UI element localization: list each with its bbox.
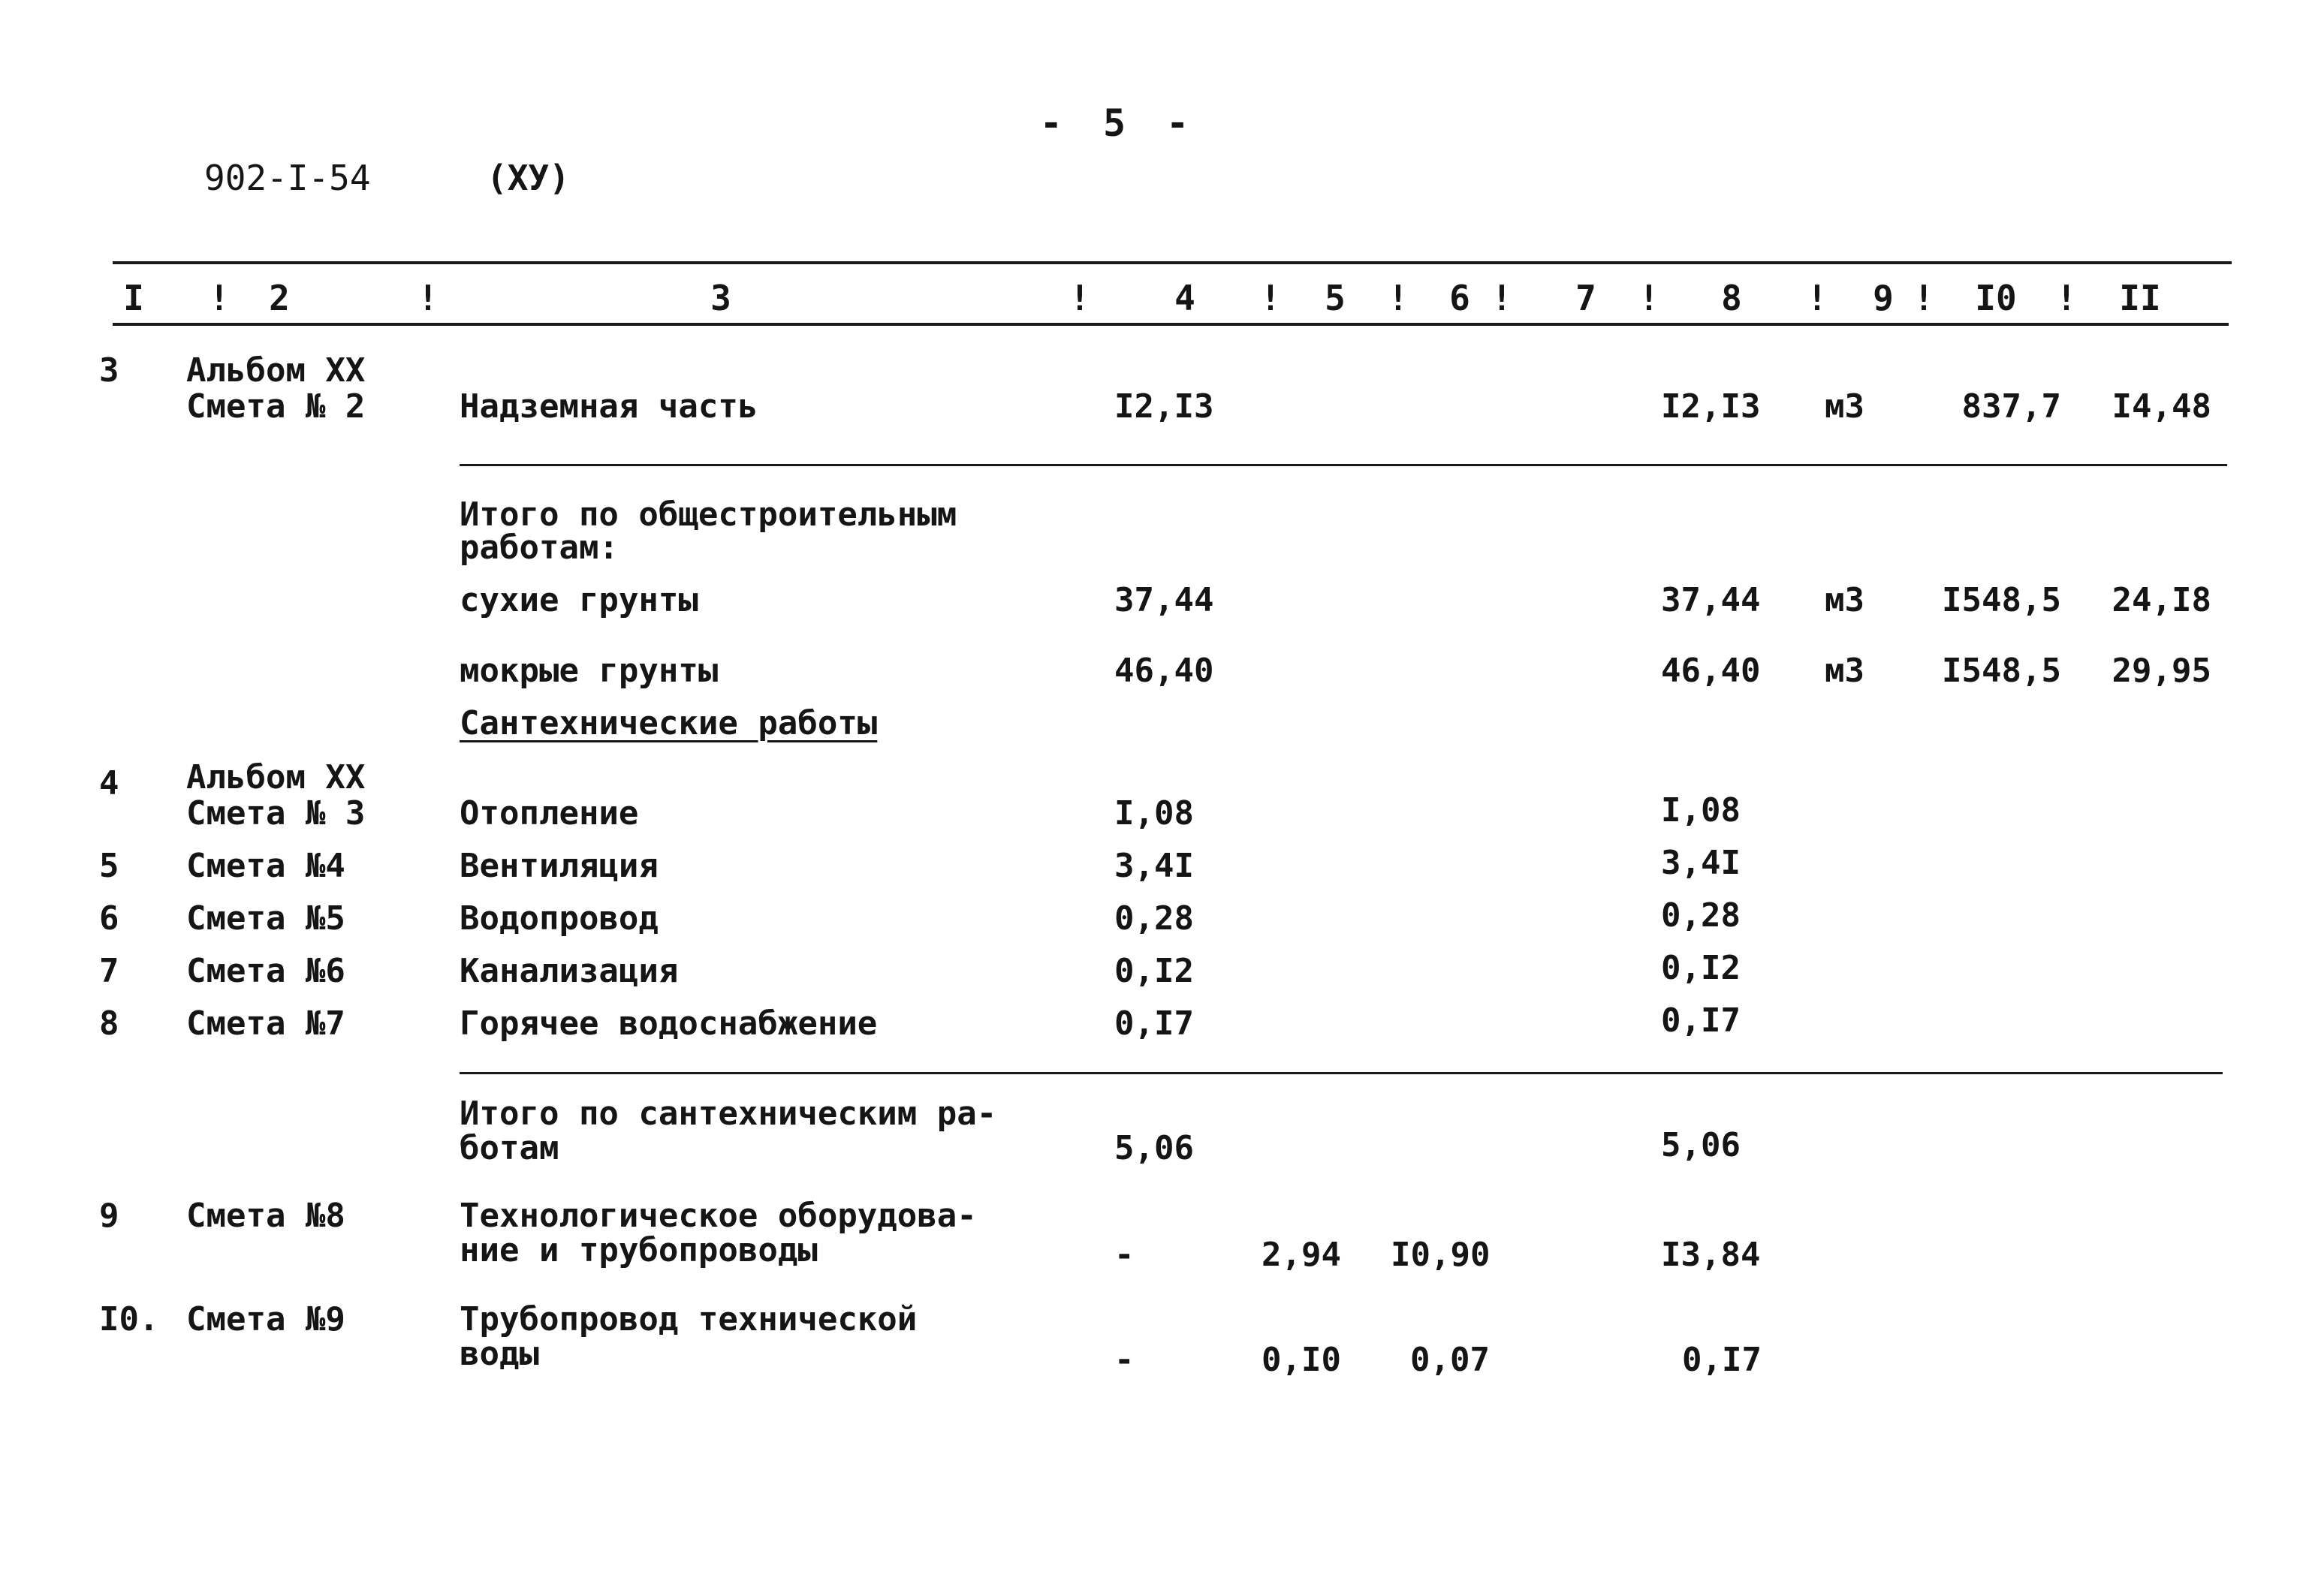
column-separator: ! [209,278,230,318]
table-header-rule [113,323,2229,326]
cell-unit: м3 [1825,387,1864,426]
row-description: сухие грунты [460,581,698,619]
column-number: 4 [1174,278,1195,318]
row-description: Итого по сантехническим ра- [460,1095,997,1133]
column-number: I [123,278,144,318]
column-number: I0 [1975,278,2017,318]
row-index: 8 [99,1004,119,1043]
cell-col8: 46,40 [1661,652,1761,690]
cell-col5: 0,I0 [1262,1341,1341,1379]
column-separator: ! [1913,278,1934,318]
cell-col4: I2,I3 [1114,387,1214,426]
row-description: Канализация [460,952,679,990]
column-separator: ! [1388,278,1409,318]
section-rule [460,464,2227,466]
column-number: 9 [1873,278,1894,318]
row-index: 6 [99,899,119,938]
row-description: Технологическое оборудова- [460,1197,977,1235]
document-series: (XУ) [487,158,570,198]
row-reference: Альбом XX [186,758,366,796]
cell-col4: 3,4I [1114,847,1194,885]
row-index: I0. [99,1300,159,1339]
cell-col4: 46,40 [1114,652,1214,690]
row-index: 5 [99,847,119,885]
column-number: 6 [1449,278,1470,318]
column-number: II [2119,278,2161,318]
cell-col10: I548,5 [1942,581,2061,619]
row-reference: Альбом XX [186,351,366,390]
column-separator: ! [1491,278,1512,318]
document-code: 902-I-54 [204,158,371,198]
cell-col4: 37,44 [1114,581,1214,619]
cell-col5: 2,94 [1262,1236,1341,1274]
row-description: работам: [460,528,619,567]
row-reference: Смета №6 [186,952,345,990]
row-index: 3 [99,351,119,390]
column-separator: ! [1069,278,1090,318]
cell-col4: I,08 [1114,794,1194,833]
column-number: 8 [1721,278,1742,318]
column-number: 3 [710,278,731,318]
column-separator: ! [1807,278,1828,318]
row-description: воды [460,1335,539,1373]
column-number: 2 [269,278,290,318]
column-separator: ! [2056,278,2077,318]
row-description: Итого по общестроительным [460,495,957,534]
row-description: Трубопровод технической [460,1300,918,1339]
row-reference: Смета №8 [186,1197,345,1235]
row-reference: Смета №4 [186,847,345,885]
section-heading: Сантехнические работы [460,704,878,742]
cell-col11: I4,48 [2112,387,2211,426]
cell-col8: 37,44 [1661,581,1761,619]
cell-col8: 5,06 [1661,1126,1741,1164]
column-separator: ! [417,278,439,318]
table-top-rule [113,261,2232,264]
cell-unit: м3 [1825,581,1864,619]
row-reference: Смета № 2 [186,387,366,426]
row-description: Отопление [460,794,639,833]
row-reference: Смета №7 [186,1004,345,1043]
cell-col8: I,08 [1661,791,1741,830]
cell-col10: I548,5 [1942,652,2061,690]
row-description: Водопровод [460,899,659,938]
cell-col4: - [1114,1236,1135,1274]
column-separator: ! [1638,278,1659,318]
cell-col8: 0,I7 [1661,1001,1741,1040]
cell-col4: - [1114,1341,1135,1379]
row-index: 9 [99,1197,119,1235]
cell-col8: 0,I7 [1682,1341,1762,1379]
cell-col4: 5,06 [1114,1129,1194,1167]
cell-col11: 24,I8 [2112,581,2211,619]
column-number: 5 [1325,278,1346,318]
row-description: Вентиляция [460,847,659,885]
row-description: ние и трубопроводы [460,1231,818,1269]
row-index: 4 [99,764,119,803]
cell-col4: 0,I2 [1114,952,1194,990]
row-description: Надземная часть [460,387,758,426]
row-description: Горячее водоснабжение [460,1004,878,1043]
cell-col10: 837,7 [1961,387,2061,426]
row-description: ботам [460,1129,559,1167]
row-reference: Смета №5 [186,899,345,938]
cell-unit: м3 [1825,652,1864,690]
row-reference: Смета № 3 [186,794,366,833]
cell-col8: 0,28 [1661,896,1741,935]
cell-col8: 0,I2 [1661,949,1741,987]
section-rule [460,1072,2223,1074]
row-description: мокрые грунты [460,652,719,690]
cell-col6: I0,90 [1391,1236,1491,1274]
cell-col8: I3,84 [1661,1236,1761,1274]
column-separator: ! [1260,278,1281,318]
column-number: 7 [1575,278,1596,318]
cell-col6: 0,07 [1410,1341,1490,1379]
row-index: 7 [99,952,119,990]
cell-col8: I2,I3 [1661,387,1761,426]
page-number: - 5 - [1039,101,1198,145]
cell-col11: 29,95 [2112,652,2211,690]
row-reference: Смета №9 [186,1300,345,1339]
cell-col8: 3,4I [1661,844,1741,882]
cell-col4: 0,I7 [1114,1004,1194,1043]
cell-col4: 0,28 [1114,899,1194,938]
